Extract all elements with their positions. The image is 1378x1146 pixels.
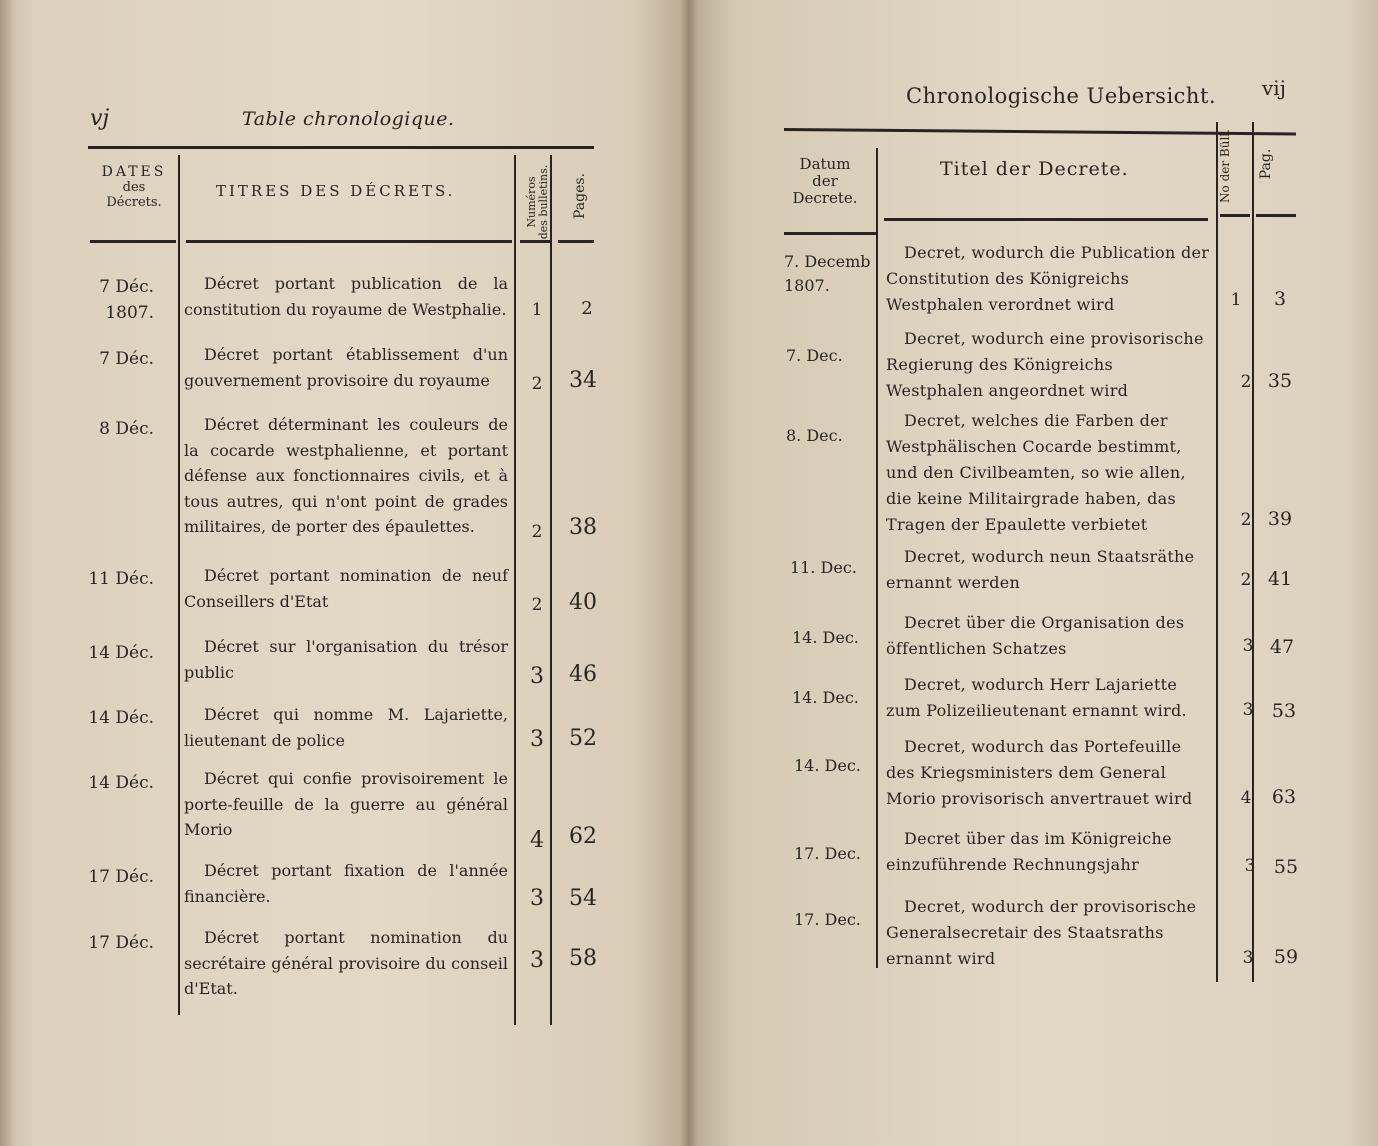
entry-bulletin: 2	[1240, 570, 1252, 590]
right-running-head: Chronologische Uebersicht.	[906, 84, 1217, 108]
entry-date: 8 Déc.	[99, 419, 154, 439]
entry-date: 7. Dec.	[786, 346, 843, 365]
entry-date: 7 Déc.	[99, 349, 154, 369]
entry-date: 14. Dec.	[792, 688, 859, 707]
entry-text: Décret portant fixation de l'année financière.	[184, 861, 508, 906]
under-rule-dates	[90, 240, 176, 243]
entry-date: 8. Dec.	[786, 426, 843, 445]
entry-text: Décret portant publication de la constitution du royaume de Westphalie.	[184, 274, 508, 319]
entry-bulletin: 2	[1240, 372, 1252, 392]
under-rule-pages	[1256, 214, 1296, 217]
left-page	[0, 0, 688, 1146]
entry-page: 47	[1269, 636, 1295, 658]
entry-bulletin: 3	[530, 664, 544, 689]
entry-bulletin: 3	[1242, 700, 1254, 720]
under-rule-dates	[784, 232, 876, 235]
entry-page: 2	[581, 298, 593, 319]
entry-date: 17 Déc.	[88, 867, 154, 887]
right-page	[688, 0, 1378, 1146]
entry-text: Décret qui nomme M. Lajariette, lieutenant de police	[184, 705, 508, 750]
entry-page: 3	[1273, 288, 1287, 310]
entry-bulletin: 3	[530, 886, 544, 911]
entry-bulletin: 2	[531, 595, 543, 615]
entry-date: 14. Dec.	[794, 756, 861, 775]
entry-date: 7 Déc. 1807.	[99, 277, 154, 323]
col-pages-header: Pages.	[572, 172, 588, 220]
entry-page: 58	[569, 946, 597, 971]
entry-page: 62	[569, 824, 597, 849]
entry-bulletin: 3	[530, 948, 544, 973]
entry-date: 11. Dec.	[790, 558, 857, 577]
entry-date: 17. Dec.	[794, 844, 861, 863]
col-dates-header: Datum der Decrete.	[792, 155, 858, 207]
entry-date: 14. Dec.	[792, 628, 859, 647]
entry-text: Décret portant établissement d'un gouvernement provisoire du royaume	[184, 345, 508, 390]
entry-date: 14 Déc.	[88, 643, 154, 663]
entry-page: 52	[569, 726, 597, 751]
entry-date: 17 Déc.	[88, 933, 154, 953]
entry-bulletin: 3	[1242, 948, 1254, 968]
entry-page: 63	[1271, 786, 1297, 808]
col-divider	[514, 155, 516, 1025]
col-pages-header: Pag.	[1258, 148, 1274, 180]
entry-bulletin: 2	[1240, 510, 1252, 530]
entry-text: Decret, wodurch eine provisorische Regierung des Königreichs Westphalen angeordnet wird	[886, 329, 1204, 400]
entry-page: 53	[1271, 700, 1297, 722]
entry-page: 35	[1267, 370, 1293, 392]
under-rule-titles	[186, 240, 512, 243]
col-titles-header: TITRES DES DÉCRETS.	[216, 182, 456, 200]
entry-date: 11 Déc.	[88, 569, 154, 589]
col-dates-header: DATES des Décrets.	[101, 164, 167, 210]
entry-text: Décret sur l'organisation du trésor public	[184, 637, 508, 682]
under-rule-titles	[884, 218, 1208, 221]
entry-text: Décret portant nomination de neuf Conseillers d'Etat	[184, 566, 508, 611]
entry-text: Decret über das im Königreiche einzuführende Rechnungsjahr	[886, 829, 1172, 874]
left-page-number: vj	[90, 106, 110, 131]
entry-page: 39	[1267, 508, 1293, 530]
entry-page: 46	[569, 662, 597, 687]
left-running-head: Table chronologique.	[242, 108, 455, 130]
header-rule	[88, 146, 594, 149]
entry-bulletin: 3	[1242, 636, 1254, 656]
book-gutter	[680, 0, 698, 1146]
col-divider	[1216, 122, 1218, 982]
entry-bulletin: 4	[1240, 788, 1252, 808]
entry-bulletin: 2	[531, 374, 543, 394]
entry-date: 14 Déc.	[88, 708, 154, 728]
entry-text: Decret, wodurch neun Staatsräthe ernannt werden	[886, 547, 1195, 592]
page-edge	[0, 0, 14, 1146]
entry-page: 59	[1273, 946, 1299, 968]
entry-page: 40	[569, 590, 597, 615]
entry-bulletin: 4	[530, 828, 544, 853]
right-page-number: vij	[1262, 76, 1286, 100]
entry-bulletin: 3	[530, 727, 544, 752]
entry-date: 7. Decemb 1807.	[784, 252, 871, 295]
entry-page: 55	[1273, 856, 1299, 878]
entry-page: 41	[1267, 568, 1293, 590]
entry-page: 38	[569, 515, 597, 540]
entry-text: Decret, wodurch der provisorische Generalsecretair des Staatsraths ernannt wird	[886, 897, 1197, 968]
col-titles-header: Titel der Decrete.	[940, 158, 1129, 180]
under-rule-bulletins	[520, 240, 550, 243]
under-rule-bulletins	[1220, 214, 1250, 217]
entry-date: 17. Dec.	[794, 910, 861, 929]
entry-bulletin: 3	[1244, 856, 1256, 876]
entry-date: 14 Déc.	[88, 773, 154, 793]
entry-text: Decret, wodurch Herr Lajariette zum Polizeilieutenant ernannt wird.	[886, 675, 1187, 720]
entry-bulletin: 1	[531, 300, 543, 320]
entry-text: Décret déterminant les couleurs de la cocarde westphalienne, et portant défense aux fonctionnaires civils, et à tous autres, qui n'ont point de grades militaires, de porter des épaulettes.	[184, 415, 508, 536]
entry-bulletin: 2	[531, 522, 543, 542]
entry-text: Decret über die Organisation des öffentlichen Schatzes	[886, 613, 1185, 658]
entry-page: 34	[569, 368, 597, 393]
entry-text: Decret, wodurch die Publication der Constitution des Königreichs Westphalen verordnet wird	[886, 243, 1210, 314]
col-divider	[1252, 122, 1254, 982]
entry-text: Décret portant nomination du secrétaire général provisoire du conseil d'Etat.	[184, 928, 508, 998]
entry-page: 54	[569, 886, 597, 911]
col-bulletins-header: No der Büll.	[1218, 129, 1232, 203]
entry-bulletin: 1	[1230, 290, 1242, 310]
entry-text: Décret qui confie provisoirement le porte-feuille de la guerre au général Morio	[184, 769, 508, 839]
entry-text: Decret, wodurch das Portefeuille des Kriegsministers dem General Morio provisorisch anvertrauet wird	[886, 737, 1193, 808]
col-divider	[178, 155, 180, 1015]
col-bulletins-header: Numéros des bulletins.	[525, 164, 550, 240]
under-rule-pages	[558, 240, 594, 243]
entry-text: Decret, welches die Farben der Westphälischen Cocarde bestimmt, und den Civilbeamten, so wie allen, die keine Militairgrade haben, das Tragen der Epaulette verbietet	[886, 411, 1186, 534]
